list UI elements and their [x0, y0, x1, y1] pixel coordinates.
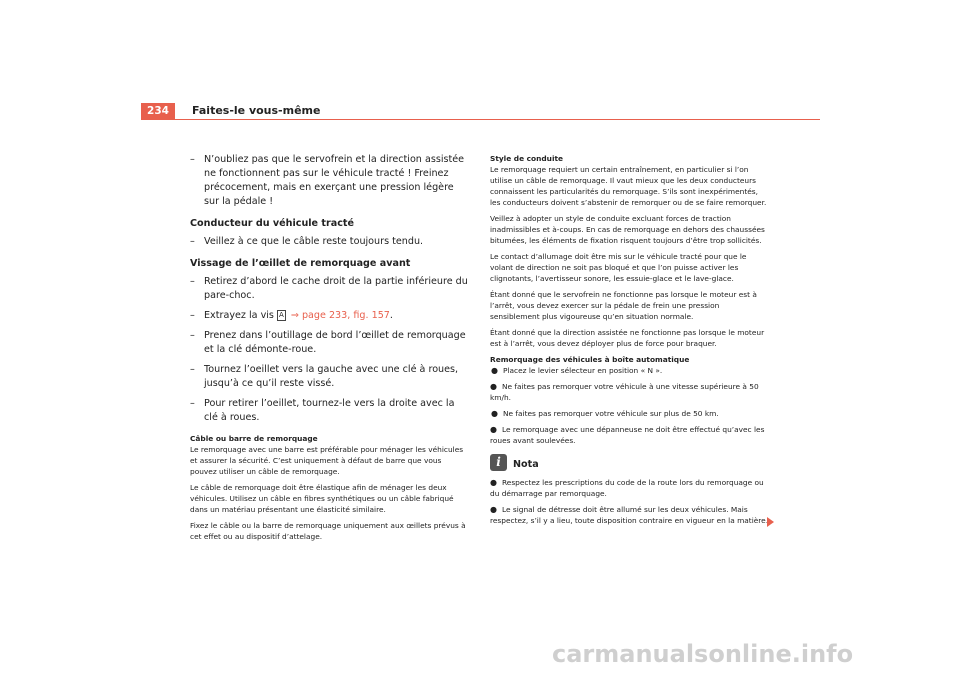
left-column — [190, 153, 470, 547]
bullet-icon: ● — [490, 425, 497, 434]
info-icon: i — [490, 454, 507, 471]
watermark: carmanualsonline.info — [552, 640, 854, 668]
paragraph: Étant donné que la direction assistée ne fonctionne pas lorsque le moteur est à l’arrêt, vous devez déployer plus de force pour braquer. — [490, 328, 765, 348]
page-number: 234 — [147, 105, 169, 117]
bullet-text: Ne faites pas remorquer votre véhicule sur plus de 50 km. — [503, 409, 719, 418]
dash-marker: – — [190, 330, 195, 341]
list-item — [190, 275, 470, 303]
intro-text: N’oubliez pas que le servofrein et la direction assistée ne fonctionnent pas sur le véhicule tracté ! Freinez précocement, mais en exerçant une pression légère sur la pédale ! — [204, 154, 465, 207]
bullet-icon: ● — [490, 382, 497, 391]
header-rule — [175, 119, 820, 120]
dash-marker: – — [190, 398, 195, 409]
list-item-text: Retirez d’abord le cache droit de la partie inférieure du pare-choc. — [204, 276, 468, 301]
bullet-text: Ne faites pas remorquer votre véhicule à une vitesse supérieure à 50 km/h. — [490, 382, 759, 402]
bullet-text: Le signal de détresse doit être allumé sur les deux véhicules. Mais respectez, s’il y a lieu, toute disposition contraire en vigueur en la matière. — [490, 505, 769, 525]
dash-marker: – — [190, 364, 195, 375]
note-header — [490, 454, 770, 471]
subsection-heading-driving-style: Style de conduite — [490, 154, 564, 163]
paragraph: Le remorquage requiert un certain entraînement, en particulier si l’on utilise un câble de remorquage. Il vaut mieux que les deux conducteurs connaissent les particularités du remorquage. S’ils sont inexpérimentés, les conducteurs doivent s’abstenir de remorquer ou de se faire remorquer. — [490, 165, 767, 207]
bullet-item — [490, 365, 770, 376]
section-heading-driver: Conducteur du véhicule tracté — [190, 218, 354, 229]
right-column — [490, 153, 770, 531]
page-title: Faites-le vous-même — [192, 104, 321, 117]
bullet-item — [490, 424, 770, 446]
paragraph: Fixez le câble ou la barre de remorquage uniquement aux œillets prévus à cet effet ou au dispositif d’attelage. — [190, 521, 466, 541]
bullet-icon: ● — [491, 366, 498, 375]
list-item-suffix: . — [389, 310, 393, 321]
list-item-text: Pour retirer l’oeillet, tournez-le vers la droite avec la clé à roues. — [204, 398, 455, 423]
bullet-text: Le remorquage avec une dépanneuse ne doit être effectué qu’avec les roues avant soulevées. — [490, 425, 765, 445]
paragraph: Étant donné que le servofrein ne fonctionne pas lorsque le moteur est à l’arrêt, vous devez exercer sur la pédale de frein une pression sensiblement plus vigoureuse qu’en situation normale. — [490, 290, 757, 321]
list-item — [190, 397, 470, 425]
list-item-text: Extrayez la vis — [204, 310, 274, 321]
bullet-item — [490, 504, 770, 526]
dash-marker: – — [190, 276, 195, 287]
paragraph: Le câble de remorquage doit être élastique afin de ménager les deux véhicules. Utilisez un câble en fibres synthétiques ou un câble fabriqué dans un matériau présentant une élasticité similaire. — [190, 483, 454, 514]
bullet-text: Respectez les prescriptions du code de la route lors du remorquage ou du démarrage par remorquage. — [490, 478, 764, 498]
bullet-icon: ● — [490, 505, 497, 514]
dash-marker: – — [190, 310, 195, 321]
list-item — [190, 329, 470, 357]
dash-marker: – — [190, 154, 195, 165]
subsection-heading-automatic: Remorquage des véhicules à boîte automatique — [490, 355, 690, 364]
subsection-heading-cable: Câble ou barre de remorquage — [190, 434, 318, 443]
bullet-icon: ● — [491, 409, 498, 418]
dash-marker: – — [190, 236, 195, 247]
list-item — [190, 309, 470, 323]
list-item — [190, 235, 470, 249]
list-item — [190, 153, 470, 209]
continue-arrow-icon — [767, 517, 774, 527]
paragraph: Veillez à adopter un style de conduite excluant forces de traction inadmissibles et à-coups. En cas de remorquage en dehors des chaussées bitumées, les éléments de fixation risquent toujours d’être trop sollicités. — [490, 214, 765, 245]
section-heading-eyelet: Vissage de l’œillet de remorquage avant — [190, 258, 411, 269]
bullet-item — [490, 408, 770, 419]
list-item-text: Prenez dans l’outillage de bord l’œillet de remorquage et la clé démonte-roue. — [204, 330, 466, 355]
callout-a-icon: A — [279, 311, 284, 319]
bullet-item — [490, 381, 770, 403]
bullet-icon: ● — [490, 478, 497, 487]
note-label: Nota — [513, 459, 539, 470]
paragraph: Le remorquage avec une barre est préférable pour ménager les véhicules et assurer la sécurité. C’est uniquement à défaut de barre que vous pouvez utiliser un câble de remorquage. — [190, 445, 464, 476]
page-reference-link[interactable]: ⇒ page 233, fig. 157 — [290, 310, 390, 321]
list-item — [190, 363, 470, 391]
bullet-item — [490, 477, 770, 499]
bullet-text: Placez le levier sélecteur en position « N ». — [503, 366, 663, 375]
list-item-text: Veillez à ce que le câble reste toujours tendu. — [204, 236, 424, 247]
paragraph: Le contact d’allumage doit être mis sur le véhicule tracté pour que le volant de direction ne soit pas bloqué et que l’on puisse activer les clignotants, l’avertisseur sonore, les essuie-glace et le lave-glace. — [490, 252, 747, 283]
list-item-text: Tournez l’oeillet vers la gauche avec une clé à roues, jusqu’à ce qu’il reste vissé. — [204, 364, 459, 389]
